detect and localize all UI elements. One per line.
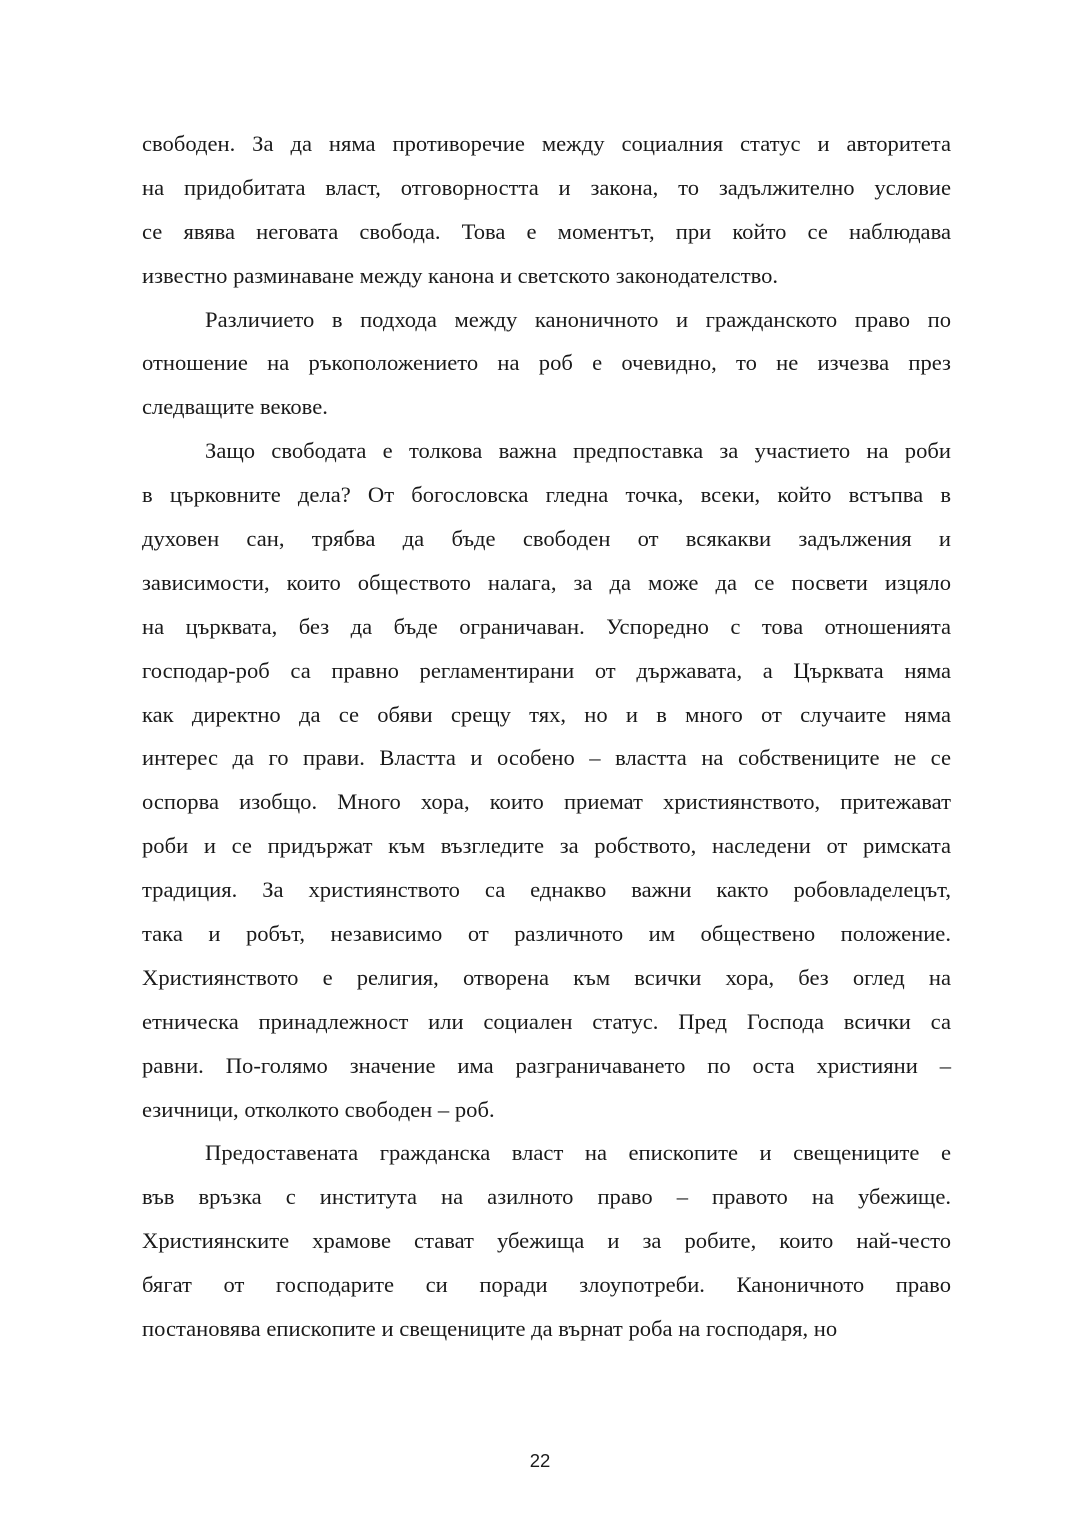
text-line: езичници, отколкото свободен – роб.: [142, 1096, 495, 1122]
text-line: духовен сан, трябва да бъде свободен от всякакви задължения и: [142, 526, 951, 552]
text-line: свободен. За да няма противоречие между социалния статус и авторитета: [142, 131, 951, 156]
page-number: 22: [529, 1450, 551, 1471]
text-line: така и робът, независимо от различното им обществено положение.: [142, 921, 951, 947]
paragraph-1: [142, 122, 951, 298]
text-line: във връзка с института на азилното право – правото на убежище.: [142, 1184, 951, 1210]
text-line: традиция. За християнството са еднакво важни както робовладелецът,: [142, 877, 951, 903]
text-line: на придобитата власт, отговорността и закона, то задължително условие: [142, 174, 951, 200]
text-line: следващите векове.: [142, 394, 328, 420]
text-line: Предоставената гражданска власт на епископите и свещениците е: [205, 1140, 951, 1166]
text-line: Защо свободата е толкова важна предпоставка за участието на роби: [205, 438, 951, 464]
text-line: роби и се придържат към възгледите за робството, наследени от римската: [142, 833, 951, 859]
body-text: [142, 122, 951, 1351]
text-line: се явява неговата свобода. Това е моментът, при който се наблюдава: [142, 218, 951, 244]
text-line: Християнските храмове стават убежища и за робите, които най-често: [142, 1228, 951, 1254]
text-line: равни. По-голямо значение има разграничаването по оста християни –: [142, 1052, 951, 1078]
paragraph-3: [142, 429, 951, 1131]
text-line: постановява епископите и свещениците да върнат роба на господаря, но: [142, 1316, 838, 1342]
text-line: как директно да се обяви срещу тях, но и в много от случаите няма: [142, 701, 951, 727]
text-line: интерес да го прави. Властта и особено – властта на собствениците не се: [142, 745, 951, 771]
text-line: господар-роб са правно регламентирани от държавата, а Църквата няма: [142, 657, 951, 683]
paragraph-2: [142, 298, 951, 430]
text-line: в църковните дела? От богословска гледна точка, всеки, който встъпва в: [142, 482, 951, 508]
text-line: етническа принадлежност или социален статус. Пред Господа всички са: [142, 1008, 951, 1034]
text-line: зависимости, които обществото налага, за да може да се посвети изцяло: [142, 569, 951, 595]
text-line: на църквата, без да бъде ограничаван. Успоредно с това отношенията: [142, 613, 951, 639]
text-line: отношение на ръкоположението на роб е очевидно, то не изчезва през: [142, 350, 951, 376]
text-line: известно разминаване между канона и светското законодателство.: [142, 262, 779, 288]
text-line: Различието в подхода между каноничното и гражданското право по: [205, 306, 951, 332]
paragraph-4: [142, 1131, 951, 1350]
text-line: Християнството е религия, отворена към всички хора, без оглед на: [142, 964, 951, 990]
text-line: бягат от господарите си поради злоупотреби. Каноничното право: [142, 1272, 951, 1298]
text-line: оспорва изобщо. Много хора, които приемат християнството, притежават: [142, 789, 951, 815]
